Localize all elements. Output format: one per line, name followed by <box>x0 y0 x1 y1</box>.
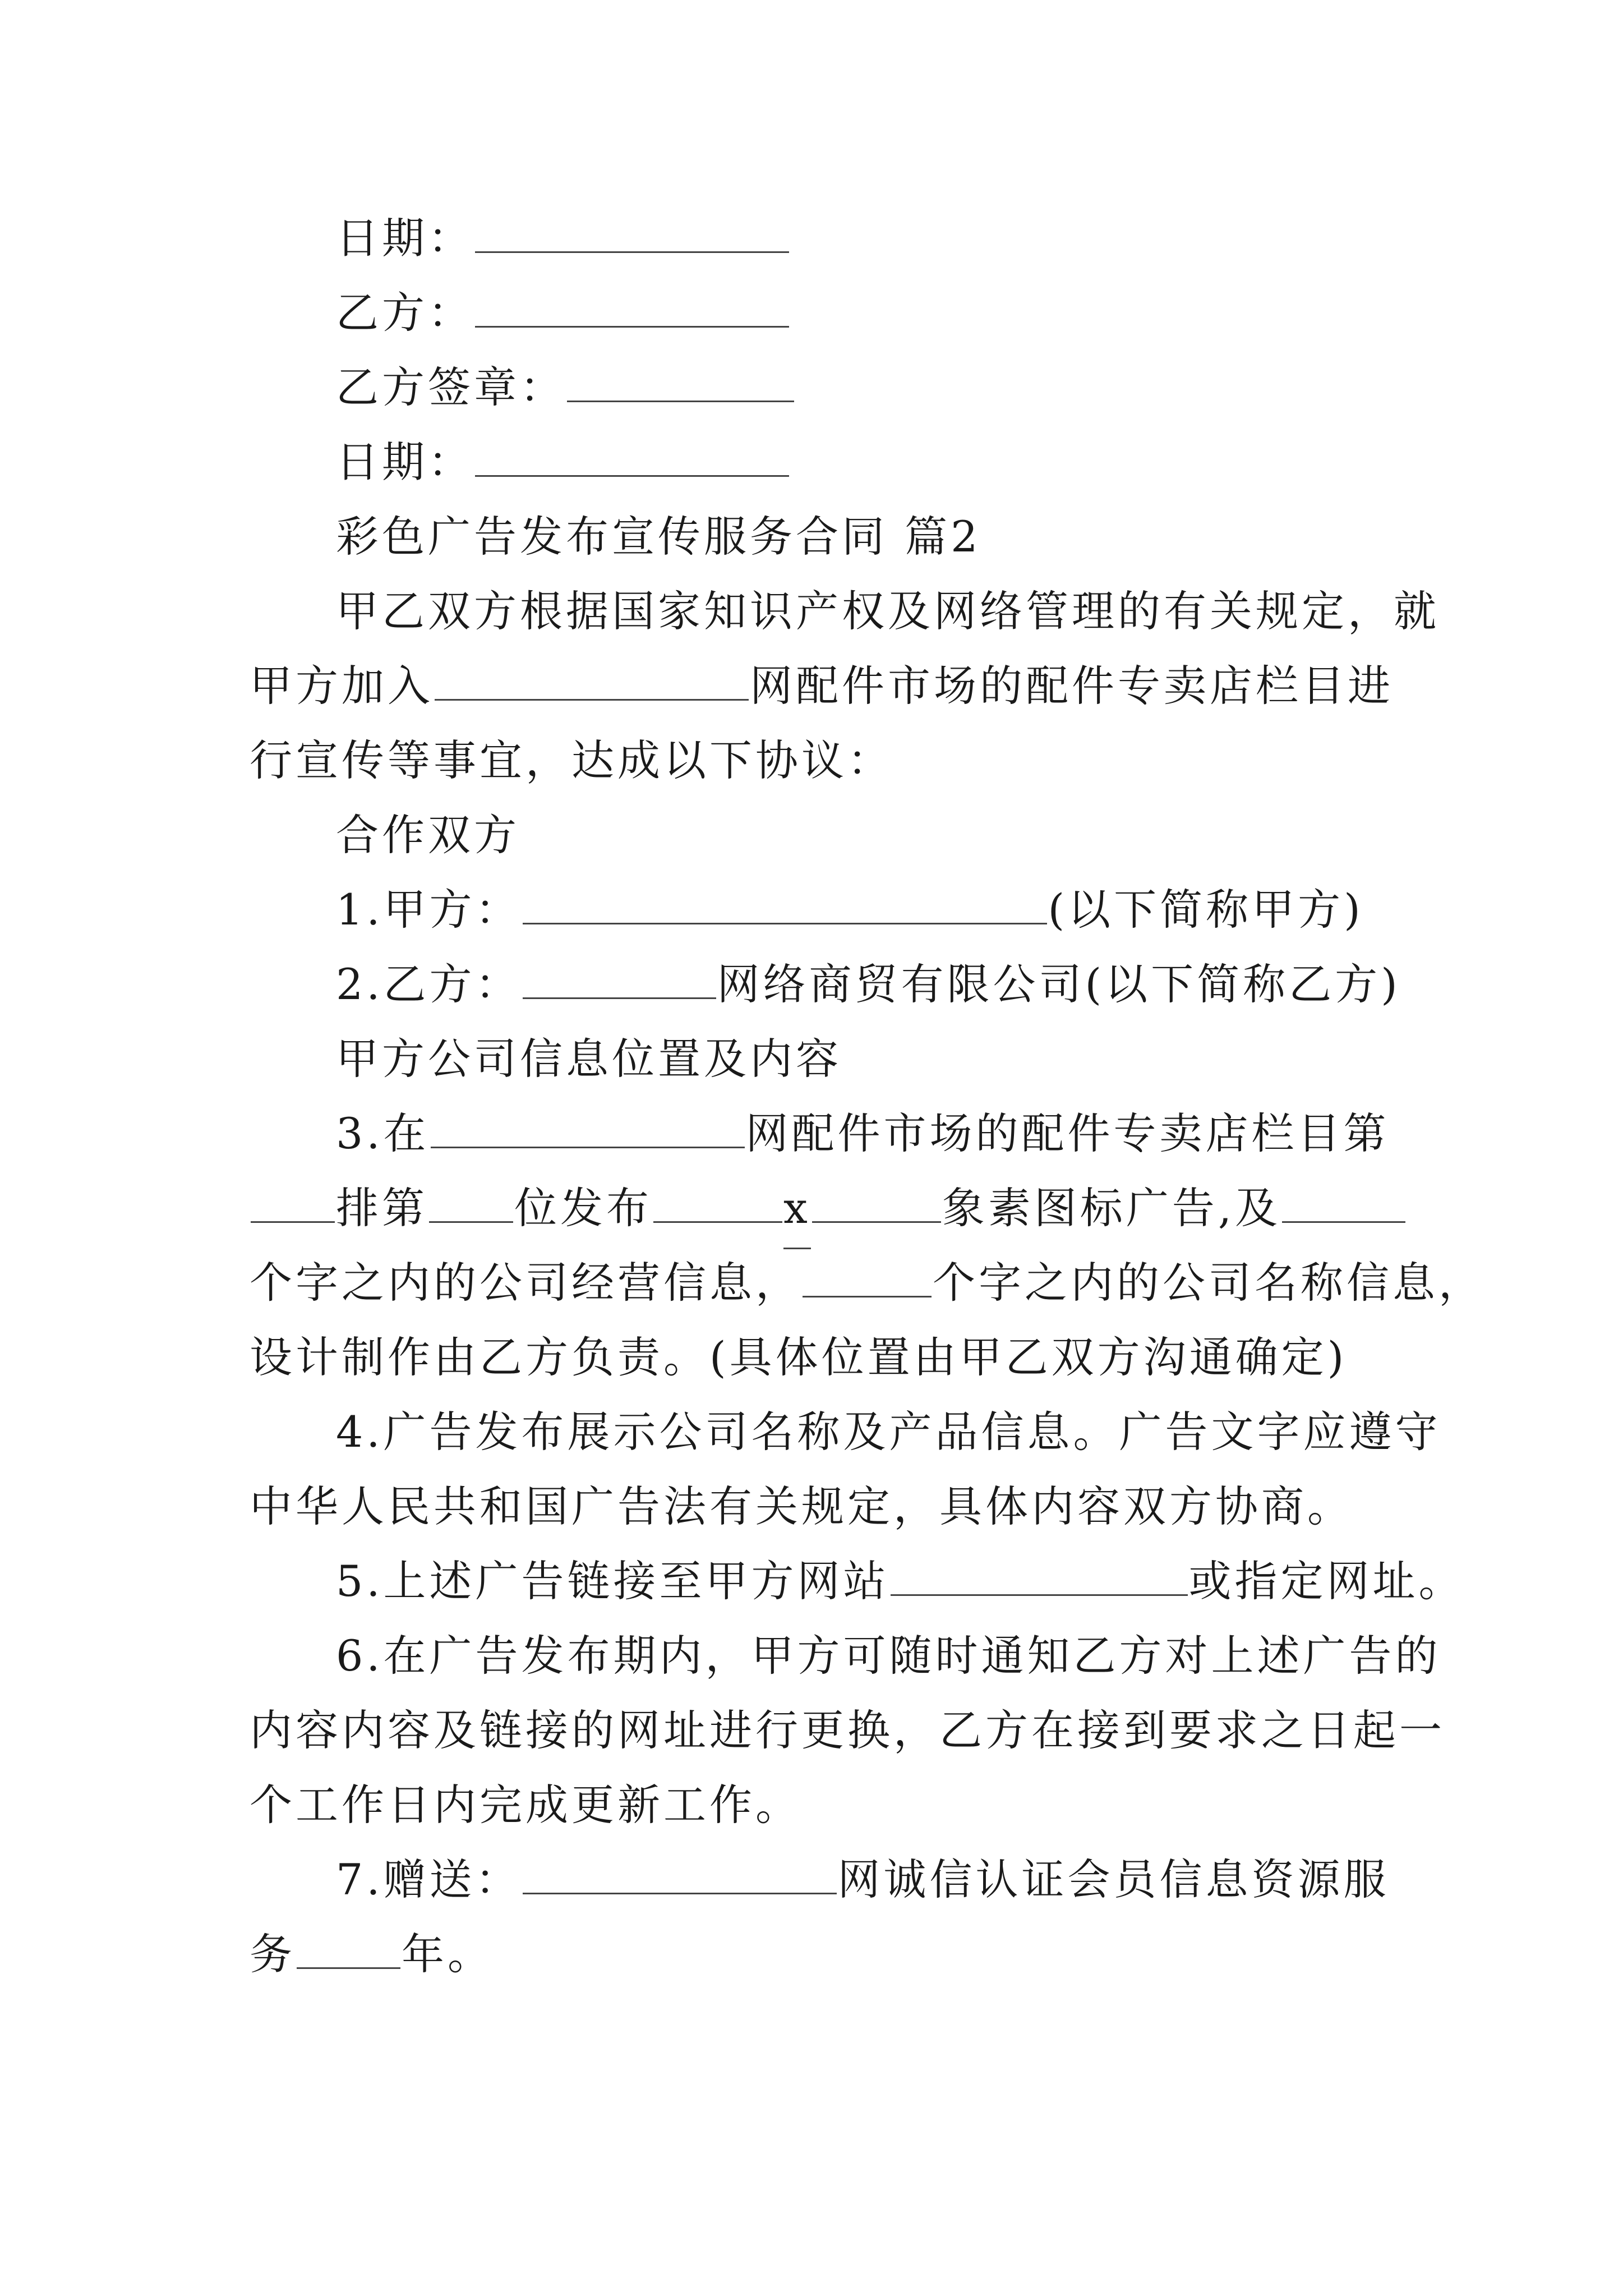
gift-site-blank <box>523 1850 837 1894</box>
clause-6-cont-2 <box>250 1766 1382 1844</box>
section-title <box>250 498 1469 576</box>
clause-3-cont-2 <box>250 1244 1484 1322</box>
heading-parties <box>250 796 1469 875</box>
party-b-blank <box>475 283 789 328</box>
clause-6-cont-1 <box>250 1691 1445 1770</box>
clause-text: 个字之内的公司经营信息， <box>250 1258 801 1308</box>
para-intro-2 <box>250 647 1394 725</box>
clause-label: 2.乙方： <box>336 959 522 1009</box>
party-a-site-blank <box>891 1552 1188 1596</box>
para-intro-3 <box>250 721 1382 800</box>
clause-label: 7.赠送： <box>336 1855 522 1904</box>
clause-2 <box>250 945 1469 1024</box>
clause-text: 排第 <box>336 1183 428 1233</box>
clause-text: 网诚信认证会员信息资源服 <box>837 1855 1390 1904</box>
clause-3 <box>250 1094 1469 1173</box>
row-blank <box>251 1179 335 1223</box>
width-blank <box>653 1179 782 1223</box>
clause-text: 象素图标广告,及 <box>942 1183 1281 1233</box>
position-blank <box>429 1179 513 1223</box>
clause-text: 内容内容及链接的网址进行更换，乙方在接到要求之日起一 <box>250 1705 1445 1755</box>
para-text: 网配件市场的配件专卖店栏目进 <box>750 661 1394 711</box>
date-blank <box>475 209 789 253</box>
clause-text: 个工作日内完成更新工作。 <box>250 1780 801 1830</box>
clause-1 <box>250 871 1469 949</box>
website-blank-2 <box>431 1104 745 1148</box>
clause-text: 务 <box>250 1929 296 1979</box>
clause-5 <box>250 1542 1469 1621</box>
clause-text: 个字之内的公司名称信息， <box>933 1258 1484 1308</box>
height-blank <box>812 1179 941 1223</box>
section-title-text: 彩色广告发布宣传服务合同 篇2 <box>336 512 981 562</box>
website-blank <box>435 656 749 701</box>
clause-text: (以下简称甲方) <box>1048 885 1364 935</box>
date-blank-2 <box>475 432 789 477</box>
clause-text: 4.广告发布展示公司名称及产品信息。广告文字应遵守 <box>336 1407 1441 1457</box>
party-b-seal-blank <box>567 358 794 402</box>
para-intro-1 <box>250 572 1469 651</box>
party-a-blank <box>523 880 1047 924</box>
clause-text: 网配件市场的配件专卖店栏目第 <box>745 1108 1390 1158</box>
clause-4 <box>250 1393 1469 1471</box>
clause-text: 6.在广告发布期内，甲方可随时通知乙方对上述广告的 <box>336 1631 1441 1681</box>
date-label-2: 日期： <box>336 437 474 487</box>
clause-6 <box>250 1617 1469 1695</box>
date-label: 日期： <box>336 213 474 263</box>
date-line-1 <box>250 199 1469 278</box>
party-b-seal-line <box>250 348 1469 427</box>
heading-text: 甲方公司信息位置及内容 <box>336 1034 842 1084</box>
clause-7 <box>250 1841 1469 1919</box>
years-blank <box>297 1925 400 1969</box>
clause-text: 位发布 <box>514 1183 652 1233</box>
clause-label: 3.在 <box>336 1108 430 1158</box>
para-text: 甲乙双方根据国家知识产权及网络管理的有关规定，就 <box>336 586 1440 636</box>
name-char-blank <box>803 1253 932 1297</box>
clause-text: 或指定网址。 <box>1188 1556 1465 1606</box>
heading-text: 合作双方 <box>336 810 520 860</box>
clause-text: 中华人民共和国广告法有关规定，具体内容双方协商。 <box>250 1481 1353 1531</box>
clause-3-cont-1 <box>250 1169 1382 1248</box>
date-line-2 <box>250 423 1469 501</box>
clause-text: 设计制作由乙方负责。(具体位置由甲乙双方沟通确定) <box>250 1332 1348 1382</box>
para-text: 甲方加入 <box>250 661 434 711</box>
party-b-label: 乙方： <box>336 288 474 338</box>
clause-text: 年。 <box>402 1929 494 1979</box>
clause-text: 网络商贸有限公司(以下简称乙方) <box>717 959 1401 1009</box>
party-b-name-blank <box>523 955 716 999</box>
clause-text: 5.上述广告链接至甲方网站 <box>336 1556 889 1606</box>
para-text: 行宣传等事宜，达成以下协议： <box>250 735 893 785</box>
party-b-seal-label: 乙方签章： <box>336 362 566 412</box>
times-symbol: x <box>783 1169 811 1249</box>
clause-7-cont <box>250 1915 1382 1994</box>
clause-3-cont-3 <box>250 1318 1382 1397</box>
party-b-line <box>250 274 1469 352</box>
clause-4-cont <box>250 1467 1382 1546</box>
clause-label: 1.甲方： <box>336 885 522 935</box>
char-count-blank <box>1282 1179 1405 1223</box>
heading-info <box>250 1020 1469 1098</box>
